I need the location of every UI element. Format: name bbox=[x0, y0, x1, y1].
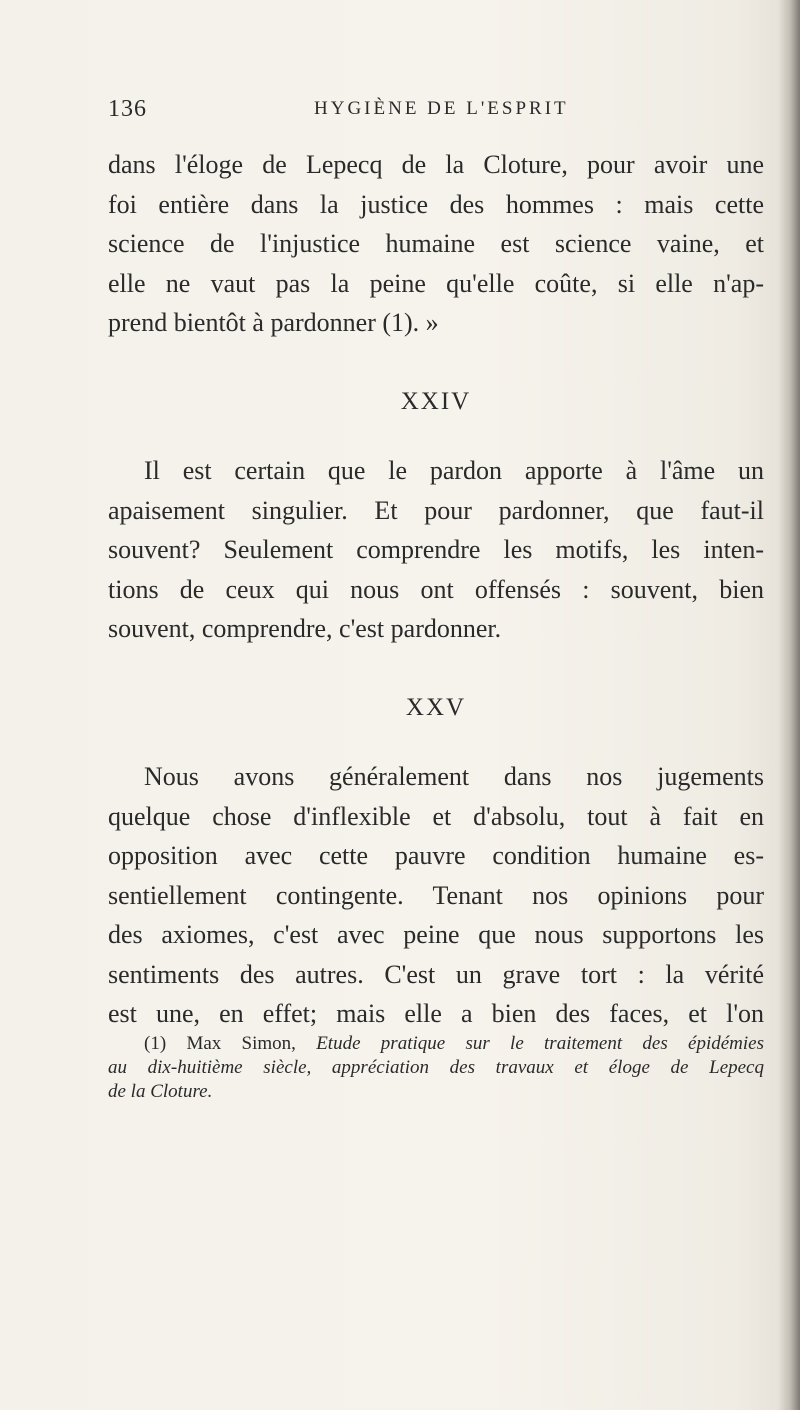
text-line: dans l'éloge de Lepecq de la Cloture, pour avoir une bbox=[108, 150, 764, 179]
text-line: Il est certain que le pardon apporte à l'âme un bbox=[144, 456, 764, 485]
footnote-line: au dix-huitième siècle, appréciation des travaux et éloge de Lepecq bbox=[108, 1057, 764, 1078]
text-line: apaisement singulier. Et pour pardonner, que faut-il bbox=[108, 495, 764, 525]
text-line: foi entière dans la justice des hommes : mais cette bbox=[108, 189, 764, 219]
text-line: souvent, comprendre, c'est pardonner. bbox=[108, 614, 502, 643]
section-heading-xxv: XXV bbox=[405, 694, 467, 721]
intro-paragraph bbox=[108, 145, 764, 343]
text-line: quelque chose d'inflexible et d'absolu, tout à fait en bbox=[108, 801, 764, 831]
footnote-author: Max Simon, bbox=[186, 1033, 296, 1054]
section-heading-xxiv: XXIV bbox=[400, 388, 472, 415]
footnote-title: Etude pratique sur le traitement des épidémies bbox=[316, 1033, 764, 1054]
text-line: elle ne vaut pas la peine qu'elle coûte, si elle n'ap- bbox=[108, 268, 764, 298]
page-number: 136 bbox=[108, 96, 147, 122]
text-line: sentiments des autres. C'est un grave tort : la vérité bbox=[108, 959, 764, 989]
footnote-marker: (1) bbox=[144, 1033, 167, 1054]
text-line: prend bientôt à pardonner (1). » bbox=[108, 308, 439, 337]
text-line: sentiellement contingente. Tenant nos opinions pour bbox=[108, 880, 764, 910]
footnote-line: de la Cloture. bbox=[108, 1081, 213, 1102]
text-line: tions de ceux qui nous ont offensés : souvent, bien bbox=[108, 574, 764, 604]
footnote-line bbox=[108, 1032, 764, 1056]
text-line: est une, en effet; mais elle a bien des faces, et l'on bbox=[108, 999, 764, 1028]
text-line: science de l'injustice humaine est science vaine, et bbox=[108, 229, 764, 258]
text-line: souvent? Seulement comprendre les motifs, les inten- bbox=[108, 535, 764, 564]
footnote bbox=[108, 1032, 764, 1104]
page-edge-shadow bbox=[778, 0, 800, 1410]
section-xxv-paragraph bbox=[108, 757, 764, 1034]
page-header bbox=[108, 96, 764, 132]
text-line: opposition avec cette pauvre condition humaine es- bbox=[108, 841, 764, 870]
text-line: Nous avons généralement dans nos jugements bbox=[144, 762, 764, 791]
section-xxiv-paragraph bbox=[108, 451, 764, 649]
text-line: des axiomes, c'est avec peine que nous supportons les bbox=[108, 920, 764, 949]
running-title: HYGIÈNE DE L'ESPRIT bbox=[314, 98, 569, 119]
